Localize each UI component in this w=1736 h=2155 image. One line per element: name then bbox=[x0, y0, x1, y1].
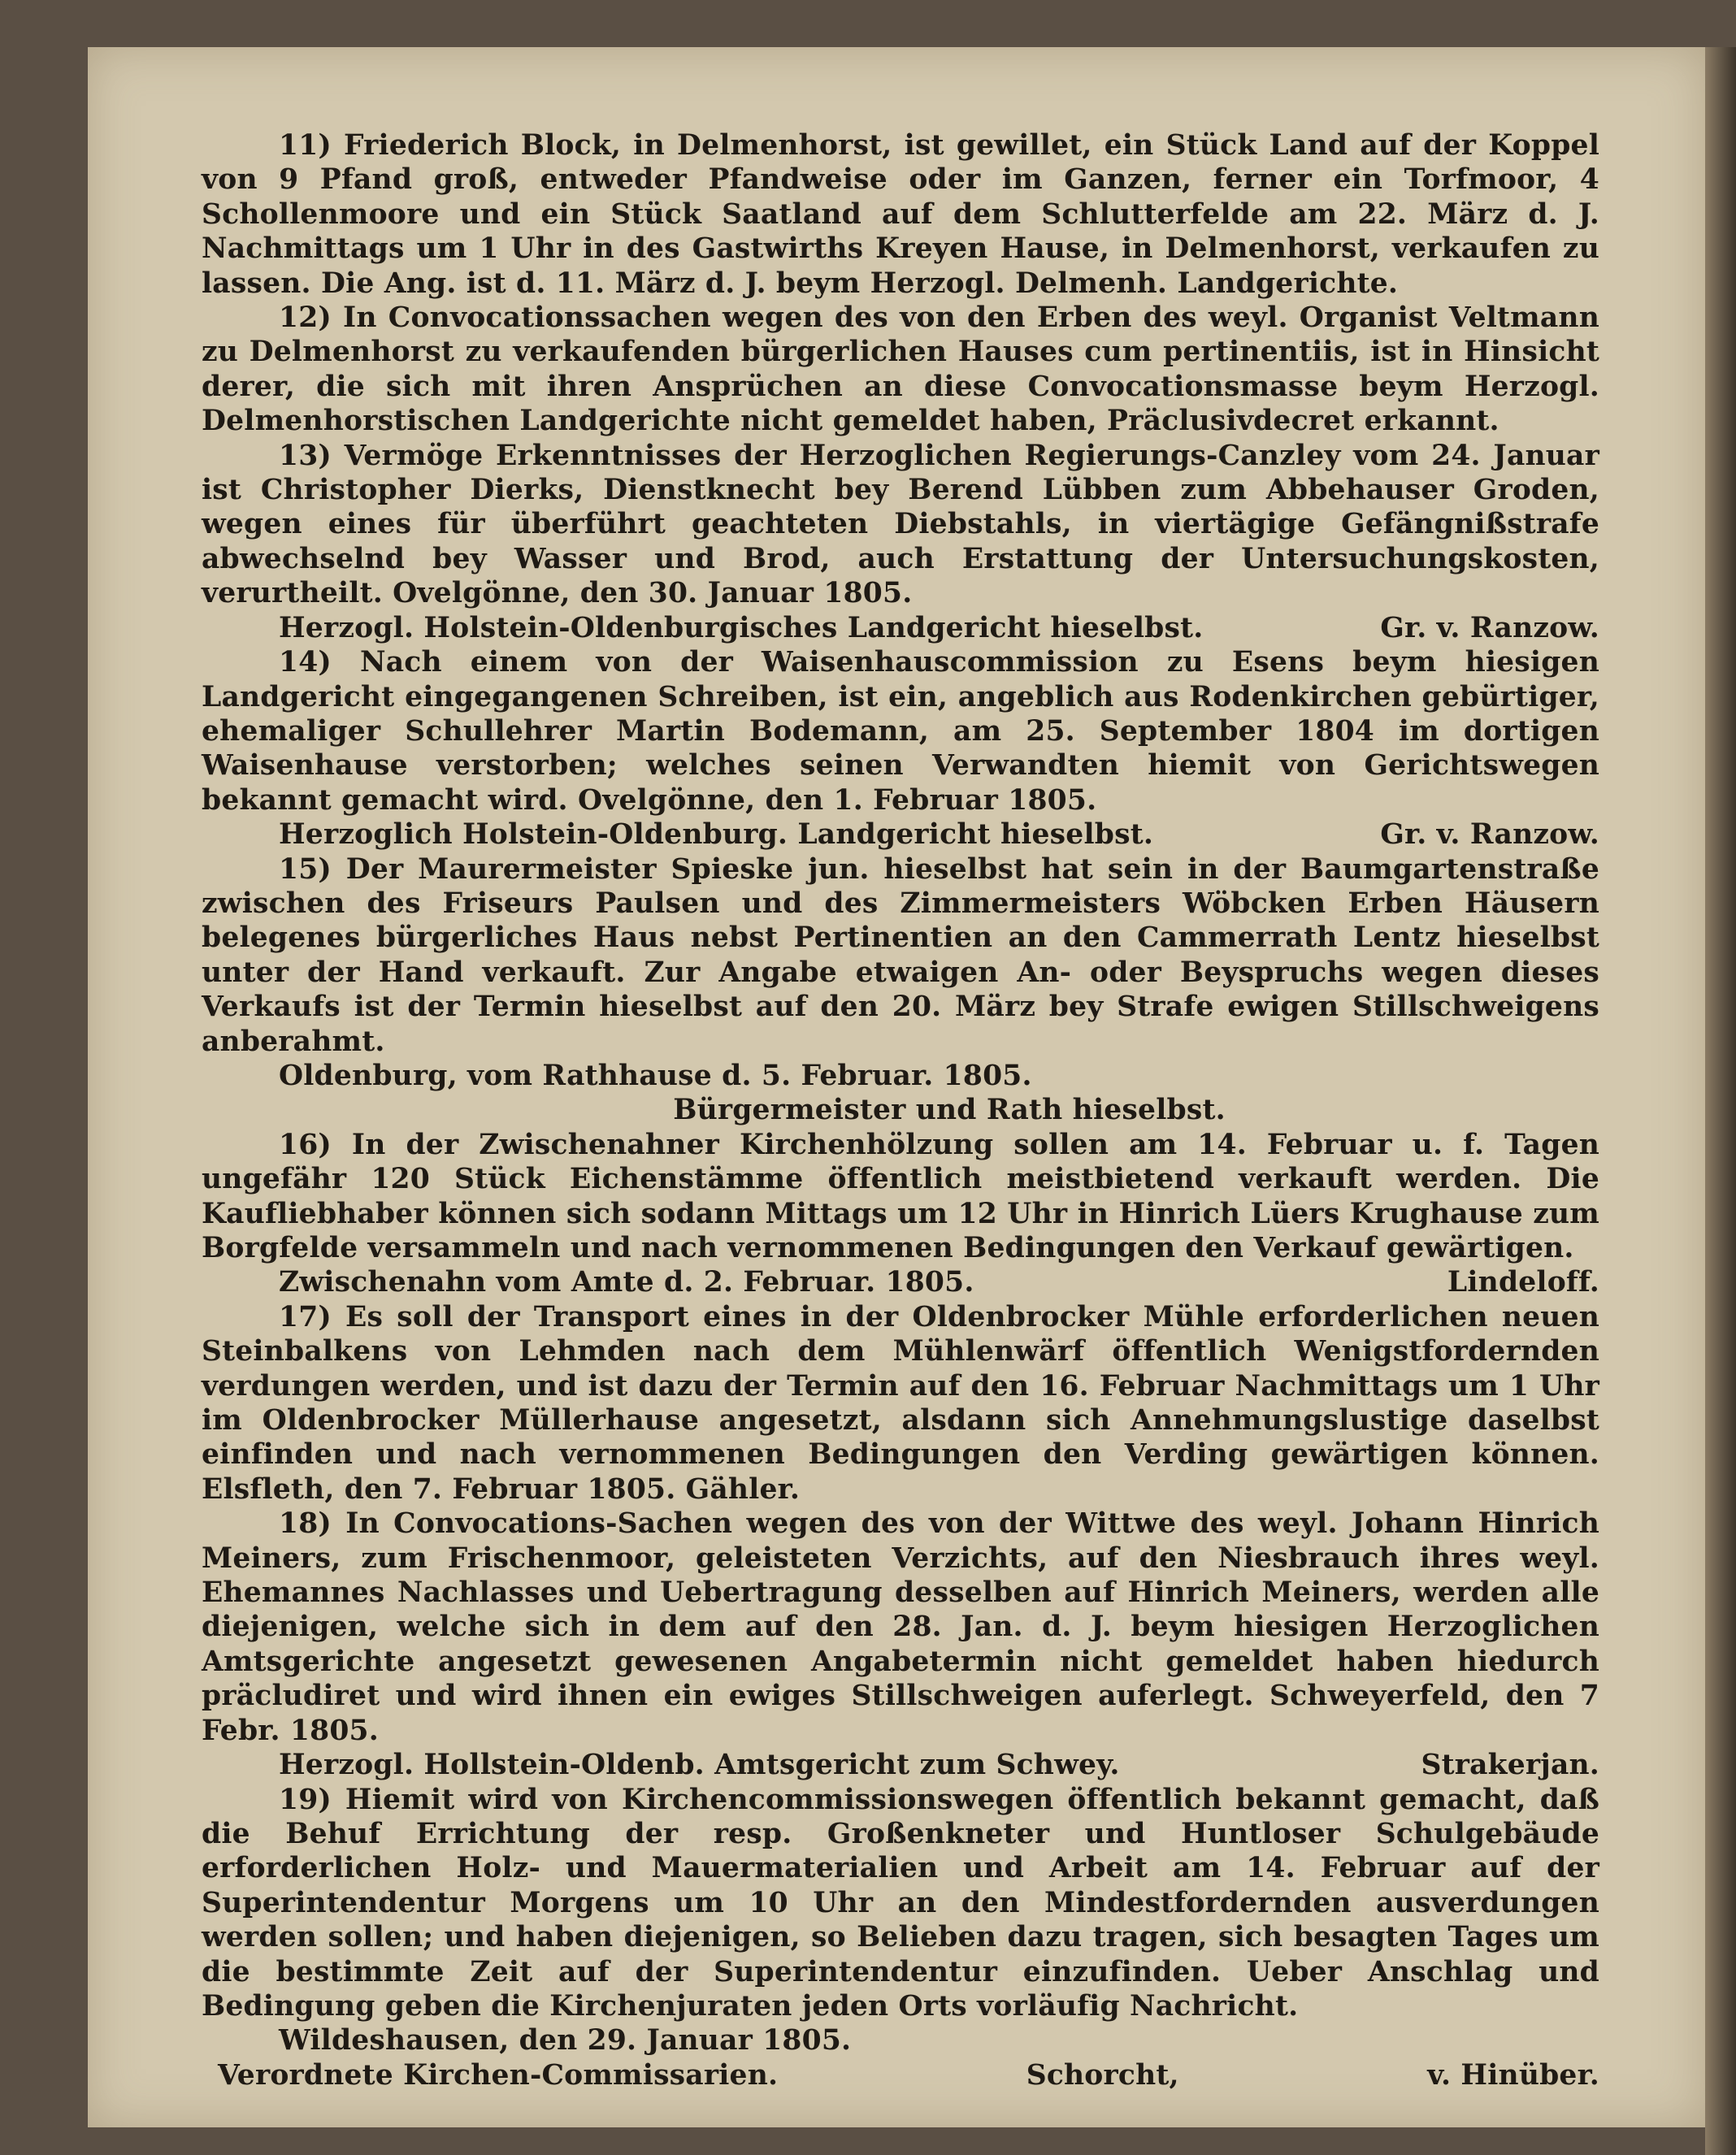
signature-18 bbox=[202, 1748, 1599, 1782]
signature-19-name-1: Schorcht, bbox=[1026, 2058, 1179, 2092]
signature-13-court: Herzogl. Holstein-Oldenburgisches Landgericht hieselbst. bbox=[279, 611, 1204, 644]
signature-19-place bbox=[202, 2023, 1599, 2057]
signature-16 bbox=[202, 1265, 1599, 1299]
signature-18-court: Herzogl. Hollstein-Oldenb. Amtsgericht zum Schwey. bbox=[279, 1749, 1120, 1782]
signature-15-name: Bürgermeister und Rath hieselbst. bbox=[673, 1094, 1226, 1127]
signature-14-court: Herzoglich Holstein-Oldenburg. Landgericht hieselbst. bbox=[279, 818, 1154, 852]
entry-14: 14) Nach einem von der Waisenhauscommission zu Esens beym hiesigen Landgericht eingegangenen Schreiben, ist ein, angeblich aus Rodenkirchen gebürtiger, ehemaliger Schullehrer Martin Bodemann, am 25. September 1804 im dortigen Waisenhause verstorben; welches seinen Verwandten hiemit von Gerichtswegen bekannt gemacht wird. Ovelgönne, den 1. Februar 1805. bbox=[202, 646, 1599, 817]
document-page bbox=[88, 47, 1705, 2127]
signature-14 bbox=[202, 817, 1599, 852]
signature-18-name: Strakerjan. bbox=[1421, 1749, 1599, 1782]
entry-11: 11) Friederich Block, in Delmenhorst, ist gewillet, ein Stück Land auf der Koppel von 9 Pfand groß, entweder Pfandweise oder im Ganzen, ferner ein Torfmoor, 4 Schollenmoore und ein Stück Saatland auf dem Schlutterfelde am 22. März d. J. Nachmittags um 1 Uhr in des Gastwirths Kreyen Hause, in Delmenhorst, verkaufen zu lassen. Die Ang. ist d. 11. März d. J. beym Herzogl. Delmenh. Landgerichte. bbox=[202, 129, 1599, 300]
signature-19-authority bbox=[202, 2058, 1599, 2092]
entry-13: 13) Vermöge Erkenntnisses der Herzoglichen Regierungs-Canzley vom 24. Januar ist Christopher Dierks, Dienstknecht bey Berend Lübben zum Abbehauser Groden, wegen eines für überführt geachteten Diebstahls, in viertägige Gefängnißstrafe abwechselnd bey Wasser und Brod, auch Erstattung der Untersuchungskosten, verurtheilt. Ovelgönne, den 30. Januar 1805. bbox=[202, 439, 1599, 610]
document-text bbox=[202, 128, 1599, 2092]
signature-15-authority bbox=[202, 1093, 1599, 1127]
signature-16-place: Zwischenahn vom Amte d. 2. Februar. 1805. bbox=[279, 1266, 974, 1299]
signature-16-name: Lindeloff. bbox=[1447, 1266, 1599, 1299]
signature-13 bbox=[202, 611, 1599, 645]
signature-14-name: Gr. v. Ranzow. bbox=[1380, 818, 1599, 852]
page-edge bbox=[1705, 47, 1736, 2155]
signature-19-body: Verordnete Kirchen-Commissarien. bbox=[218, 2058, 779, 2092]
signature-19-name-2: v. Hinüber. bbox=[1427, 2058, 1599, 2092]
signature-15-date: Oldenburg, vom Rathhause d. 5. Februar. 1805. bbox=[279, 1059, 1032, 1092]
entry-18: 18) In Convocations-Sachen wegen des von der Wittwe des weyl. Johann Hinrich Meiners, zum Frischenmoor, geleisteten Verzichts, auf den Niesbrauch ihres weyl. Ehemannes Nachlasses und Uebertragung desselben auf Hinrich Meiners, werden alle diejenigen, welche sich in dem auf den 28. Jan. d. J. beym hiesigen Herzoglichen Amtsgerichte angesetzt gewesenen Angabetermin nicht gemeldet haben hiedurch präcludiret und wird ihnen ein ewiges Stillschweigen auferlegt. Schweyerfeld, den 7 Febr. 1805. bbox=[202, 1507, 1599, 1747]
signature-15-place bbox=[202, 1059, 1599, 1093]
entry-19: 19) Hiemit wird von Kirchencommissionswegen öffentlich bekannt gemacht, daß die Behuf Errichtung der resp. Großenkneter und Huntloser Schulgebäude erforderlichen Holz- und Mauermaterialien und Arbeit am 14. Februar auf der Superintendentur Morgens um 10 Uhr an den Mindestfordernden ausverdungen werden sollen; und haben diejenigen, so Belieben dazu tragen, sich besagten Tages um die bestimmte Zeit auf der Superintendentur einzufinden. Ueber Anschlag und Bedingung geben die Kirchenjuraten jeden Orts vorläufig Nachricht. bbox=[202, 1783, 1599, 2023]
signature-19-date: Wildeshausen, den 29. Januar 1805. bbox=[279, 2024, 852, 2057]
entry-15: 15) Der Maurermeister Spieske jun. hieselbst hat sein in der Baumgartenstraße zwischen des Friseurs Paulsen und des Zimmermeisters Wöbcken Erben Häusern belegenes bürgerliches Haus nebst Pertinentien an den Cammerrath Lentz hieselbst unter der Hand verkauft. Zur Angabe etwaigen An- oder Beyspruchs wegen dieses Verkaufs ist der Termin hieselbst auf den 20. März bey Strafe ewigen Stillschweigens anberahmt. bbox=[202, 852, 1599, 1058]
entry-16: 16) In der Zwischenahner Kirchenhölzung sollen am 14. Februar u. f. Tagen ungefähr 120 Stück Eichenstämme öffentlich meistbietend verkauft werden. Die Kaufliebhaber können sich sodann Mittags um 12 Uhr in Hinrich Lüers Krughause zum Borgfelde versammeln und nach vernommenen Bedingungen den Verkauf gewärtigen. bbox=[202, 1128, 1599, 1264]
entry-12: 12) In Convocationssachen wegen des von den Erben des weyl. Organist Veltmann zu Delmenhorst zu verkaufenden bürgerlichen Hauses cum pertinentiis, ist in Hinsicht derer, die sich mit ihren Ansprüchen an diese Convocationsmasse beym Herzogl. Delmenhorstischen Landgerichte nicht gemeldet haben, Präclusivdecret erkannt. bbox=[202, 301, 1599, 438]
signature-13-name: Gr. v. Ranzow. bbox=[1380, 611, 1599, 644]
entry-17: 17) Es soll der Transport eines in der Oldenbrocker Mühle erforderlichen neuen Steinbalkens von Lehmden nach dem Mühlenwärf öffentlich Wenigstfordernden verdungen werden, und ist dazu der Termin auf den 16. Februar Nachmittags um 1 Uhr im Oldenbrocker Müllerhause angesetzt, alsdann sich Annehmungslustige daselbst einfinden und nach vernommenen Bedingungen den Verding gewärtigen können. Elsfleth, den 7. Februar 1805. Gähler. bbox=[202, 1300, 1599, 1506]
